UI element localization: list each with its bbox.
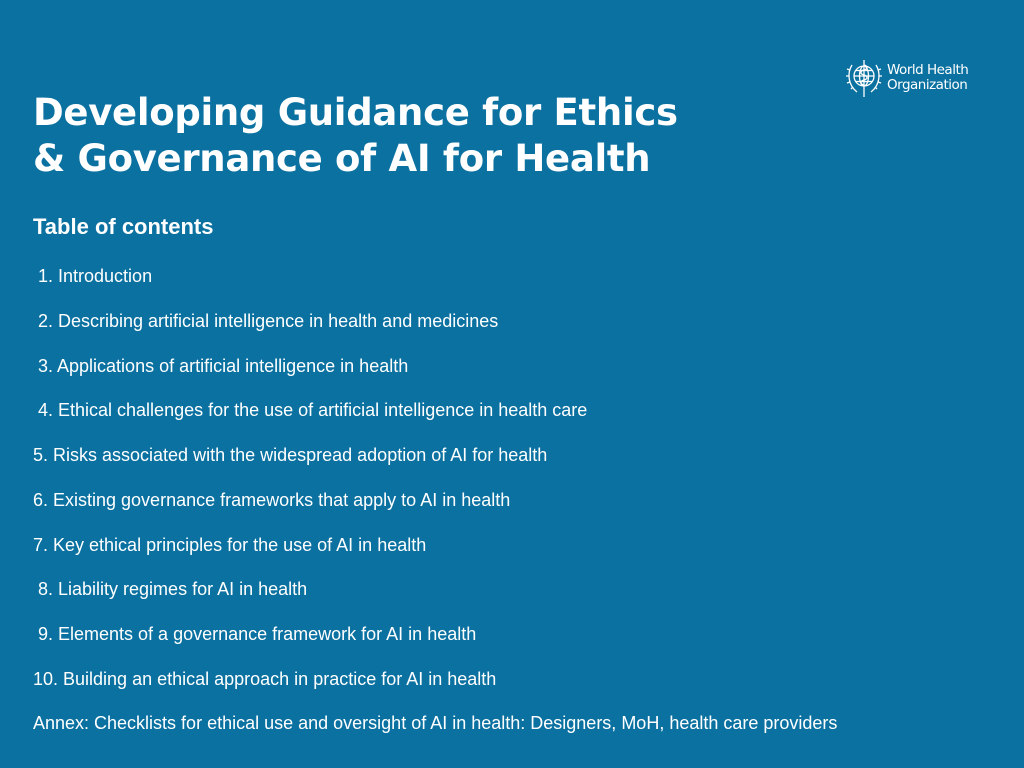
who-emblem-icon	[845, 57, 883, 99]
slide-title	[33, 90, 678, 182]
toc-item-annex: Annex: Checklists for ethical use and oversight of AI in health: Designers, MoH, health care providers	[33, 713, 838, 733]
who-logo	[845, 57, 968, 99]
toc-item-6: 6. Existing governance frameworks that apply to AI in health	[33, 490, 511, 510]
title-line-2: & Governance of AI for Health	[33, 137, 651, 180]
toc-item-2: 2. Describing artificial intelligence in health and medicines	[38, 311, 499, 331]
toc-item-9: 9. Elements of a governance framework for AI in health	[38, 624, 477, 644]
who-logo-text	[887, 63, 968, 93]
logo-line-2: Organization	[887, 77, 968, 93]
toc-item-8: 8. Liability regimes for AI in health	[38, 579, 308, 599]
toc-item-3: 3. Applications of artificial intelligence in health	[38, 356, 409, 376]
toc-item-7: 7. Key ethical principles for the use of AI in health	[33, 535, 427, 555]
toc-item-4: 4. Ethical challenges for the use of artificial intelligence in health care	[38, 400, 588, 420]
logo-line-1: World Health	[887, 62, 969, 78]
toc-item-10: 10. Building an ethical approach in practice for AI in health	[33, 669, 497, 689]
toc-item-1: 1. Introduction	[38, 266, 153, 286]
toc-heading: Table of contents	[33, 214, 214, 239]
title-line-1: Developing Guidance for Ethics	[33, 91, 678, 134]
toc-item-5: 5. Risks associated with the widespread adoption of AI for health	[33, 445, 548, 465]
